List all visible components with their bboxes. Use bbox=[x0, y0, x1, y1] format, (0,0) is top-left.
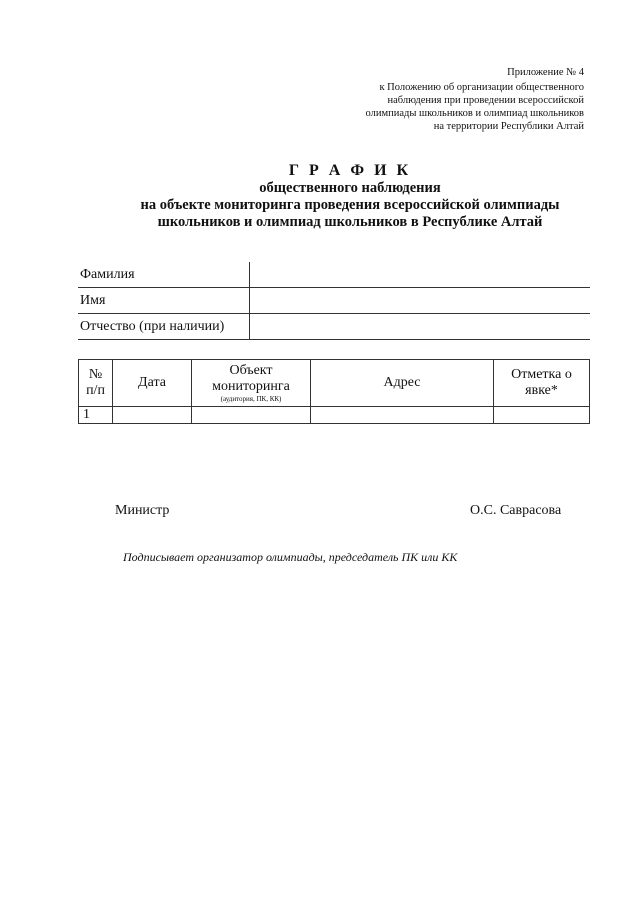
name-field[interactable] bbox=[250, 288, 591, 314]
header-attendance-line2: явке* bbox=[525, 383, 558, 398]
header-num-line1: № bbox=[88, 367, 103, 382]
header-date: Дата bbox=[113, 360, 192, 407]
table-row bbox=[79, 407, 590, 424]
surname-field[interactable] bbox=[250, 262, 591, 288]
header-attendance bbox=[494, 360, 590, 407]
appendix-line: наблюдения при проведении всероссийской bbox=[387, 95, 584, 106]
signature-role: Министр bbox=[115, 503, 170, 518]
header-object-note: (аудитория, ПК, КК) bbox=[220, 394, 282, 403]
header-num bbox=[79, 360, 113, 407]
header-object-line1: Объект bbox=[229, 362, 273, 378]
title-subtitle: школьников и олимпиад школьников в Республике Алтай bbox=[157, 214, 543, 230]
header-object bbox=[192, 360, 311, 407]
schedule-header-row bbox=[79, 360, 590, 407]
header-attendance-line1: Отметка о bbox=[511, 367, 572, 382]
header-num-line2: п/п bbox=[86, 383, 105, 398]
appendix-line: на территории Республики Алтай bbox=[433, 121, 584, 132]
row-object[interactable] bbox=[192, 407, 311, 424]
signature-note: Подписывает организатор олимпиады, председатель ПК или КК bbox=[123, 550, 458, 564]
title-subtitle: на объекте мониторинга проведения всероссийской олимпиады bbox=[140, 197, 560, 213]
row-date[interactable] bbox=[113, 407, 192, 424]
appendix-line: к Положению об организации общественного bbox=[379, 82, 584, 93]
person-field-row bbox=[78, 288, 590, 314]
title-subtitle: общественного наблюдения bbox=[259, 180, 441, 196]
appendix-block bbox=[300, 66, 584, 133]
row-attendance[interactable] bbox=[494, 407, 590, 424]
name-label: Имя bbox=[78, 288, 250, 314]
patronymic-label: Отчество (при наличии) bbox=[78, 314, 250, 340]
row-num: 1 bbox=[79, 407, 113, 424]
signature-name: О.С. Саврасова bbox=[470, 503, 562, 518]
title-main: Г Р А Ф И К bbox=[288, 162, 412, 179]
appendix-number: Приложение № 4 bbox=[507, 67, 584, 78]
schedule-table bbox=[78, 359, 590, 424]
surname-label: Фамилия bbox=[78, 262, 250, 288]
person-fields-table bbox=[78, 262, 590, 340]
header-address: Адрес bbox=[311, 360, 494, 407]
patronymic-field[interactable] bbox=[250, 314, 591, 340]
row-address[interactable] bbox=[311, 407, 494, 424]
document-title bbox=[60, 162, 640, 231]
appendix-line: олимпиады школьников и олимпиад школьников bbox=[365, 108, 584, 119]
header-object-line2: мониторинга bbox=[212, 378, 290, 394]
person-field-row bbox=[78, 262, 590, 288]
person-field-row bbox=[78, 314, 590, 340]
